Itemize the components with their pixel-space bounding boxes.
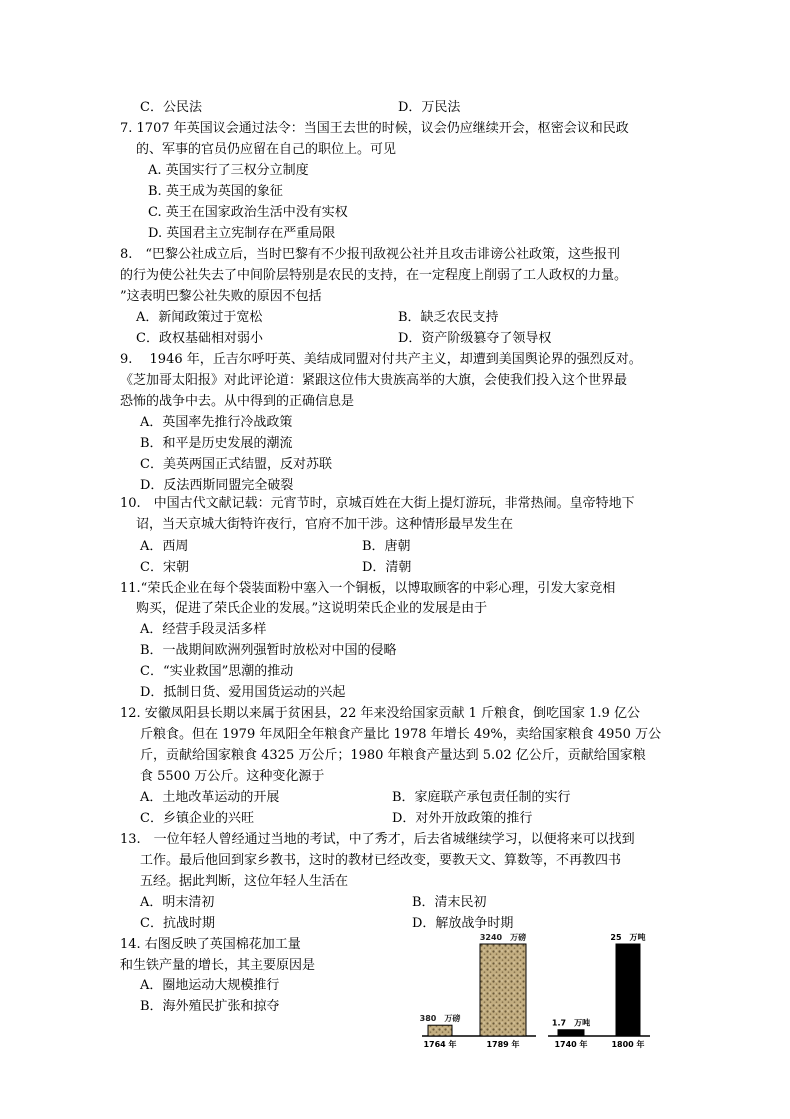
q14-stem-line: 14. 右图反映了英国棉花加工量 — [120, 937, 301, 952]
q11-option-a: A．经营手段灵活多样 — [140, 622, 267, 637]
q9-stem-line: 《芝加哥太阳报》对此评论道：紧跟这位伟大贵族高举的大旗，会使我们投入这个世界最 — [120, 373, 628, 388]
q7-option-d: D. 英国君主立宪制存在严重局限 — [148, 226, 336, 241]
q8-option-c: C．政权基础相对弱小 — [136, 331, 263, 346]
q14-figure — [408, 932, 668, 1056]
q7-option-b: B. 英王成为英国的象征 — [148, 184, 283, 199]
q13-option-a: A．明末清初 — [140, 895, 215, 910]
q11-stem-line: 11.“荣氏企业在每个袋装面粉中塞入一个铜板，以博取顾客的中彩心理，引发大家竞相 — [120, 581, 616, 596]
q8-option-a: A．新闻政策过于宽松 — [136, 310, 263, 325]
iron-bar — [558, 1030, 584, 1036]
q9-option-d: D．反法西斯同盟完全破裂 — [140, 478, 294, 493]
q12-stem-line: 斤，贡献给国家粮食 4325 万公斤；1980 年粮食产量达到 5.02 亿公斤，贡献给国家粮 — [140, 748, 646, 763]
cotton-data-label: 380 万磅 — [419, 1014, 461, 1024]
q9-option-a: A．英国率先推行冷战政策 — [140, 415, 293, 430]
q8-option-b: B．缺乏农民支持 — [398, 310, 499, 325]
q14-option-b: B．海外殖民扩张和掠夺 — [140, 999, 280, 1014]
q8-stem-line: 的行为使公社失去了中间阶层特别是农民的支持，在一定程度上削弱了工人政权的力量。 — [120, 268, 628, 283]
iron-chart — [548, 932, 650, 1049]
cotton-data-label: 3240 万磅 — [479, 933, 527, 942]
q14-option-a: A．圈地运动大规模推行 — [140, 978, 280, 993]
iron-data-label: 25 万吨 — [610, 933, 646, 942]
q9-stem-line: 9. 1946 年，丘吉尔呼吁英、美结成同盟对付共产主义，却遭到美国舆论界的强烈反对。 — [120, 352, 642, 367]
q13-option-d: D．解放战争时期 — [412, 916, 514, 931]
cotton-bar — [428, 1025, 452, 1036]
q9-option-b: B．和平是历史发展的潮流 — [140, 436, 293, 451]
q12-option-c: C．乡镇企业的兴旺 — [140, 811, 254, 826]
q10-option-d: D．清朝 — [362, 560, 412, 575]
cotton-bar — [480, 944, 526, 1036]
q10-stem-line: 诏，当天京城大街特许夜行，官府不加干涉。这种情形最早发生在 — [136, 517, 514, 532]
q8-stem-line: ”这表明巴黎公社失败的原因不包括 — [120, 289, 322, 304]
q13-option-b: B．清末民初 — [412, 895, 487, 910]
q8-option-d: D．资产阶级篡夺了领导权 — [398, 331, 552, 346]
q12-stem-line: 12. 安徽凤阳县长期以来属于贫困县，22 年来没给国家贡献 1 斤粮食，倒吃国家 1.9 亿公 — [120, 706, 640, 721]
iron-category-label: 1800 年 — [611, 1040, 645, 1049]
cotton-chart — [420, 932, 536, 1049]
q7-option-c: C. 英王在国家政治生活中没有实权 — [148, 205, 348, 220]
iron-bar — [616, 944, 640, 1036]
q7-stem-line: 7. 1707 年英国议会通过法令：当国王去世的时候，议会仍应继续开会，枢密会议和民政 — [120, 121, 629, 136]
q13-option-c: C．抗战时期 — [140, 916, 215, 931]
q8-stem-line: 8. “巴黎公社成立后，当时巴黎有不少报刊敌视公社并且攻击诽谤公社政策，这些报刊 — [120, 247, 621, 262]
iron-category-label: 1740 年 — [554, 1040, 588, 1049]
q11-option-b: B．一战期间欧洲列强暂时放松对中国的侵略 — [140, 643, 397, 658]
iron-data-label: 1.7 万吨 — [551, 1018, 591, 1028]
q9-stem-line: 恐怖的战争中去。从中得到的正确信息是 — [120, 394, 355, 409]
q12-option-d: D．对外开放政策的推行 — [392, 811, 533, 826]
q7-stem-line: 的、军事的官员仍应留在自己的职位上。可见 — [136, 142, 397, 157]
q6-option-d: D．万民法 — [398, 100, 461, 115]
q12-stem-line: 斤粮食。但在 1979 年凤阳全年粮食产量比 1978 年增长 49%，卖给国家粮食 4950 万公 — [140, 727, 662, 742]
q11-option-d: D．抵制日货、爱用国货运动的兴起 — [140, 685, 346, 700]
cotton-category-label: 1789 年 — [486, 1040, 520, 1049]
q11-option-c: C．“实业救国”思潮的推动 — [140, 664, 294, 679]
q12-stem-line: 食 5500 万公斤。这种变化源于 — [140, 769, 325, 784]
q10-option-b: B．唐朝 — [362, 539, 411, 554]
q9-option-c: C．美英两国正式结盟，反对苏联 — [140, 457, 332, 472]
q12-option-a: A．土地改革运动的开展 — [140, 790, 280, 805]
q11-stem-line: 购买，促进了荣氏企业的发展。”这说明荣氏企业的发展是由于 — [136, 601, 488, 616]
q10-option-c: C．宋朝 — [140, 560, 189, 575]
q10-option-a: A．西周 — [140, 539, 189, 554]
q14-stem-line: 和生铁产量的增长，其主要原因是 — [120, 958, 316, 973]
q12-option-b: B．家庭联产承包责任制的实行 — [392, 790, 571, 805]
q13-stem-line: 工作。最后他回到家乡教书，这时的教材已经改变，要教天文、算数等，不再教四书 — [140, 853, 622, 868]
q13-stem-line: 13. 一位年轻人曾经通过当地的考试，中了秀才，后去省城继续学习，以便将来可以找到 — [120, 832, 635, 847]
cotton-category-label: 1764 年 — [423, 1040, 457, 1049]
q7-option-a: A. 英国实行了三权分立制度 — [148, 163, 309, 178]
q13-stem-line: 五经。据此判断，这位年轻人生活在 — [140, 874, 349, 889]
q6-option-c: C．公民法 — [140, 100, 202, 115]
q10-stem-line: 10. 中国古代文献记载：元宵节时，京城百姓在大街上提灯游玩，非常热闹。皇帝特地下 — [120, 496, 635, 511]
